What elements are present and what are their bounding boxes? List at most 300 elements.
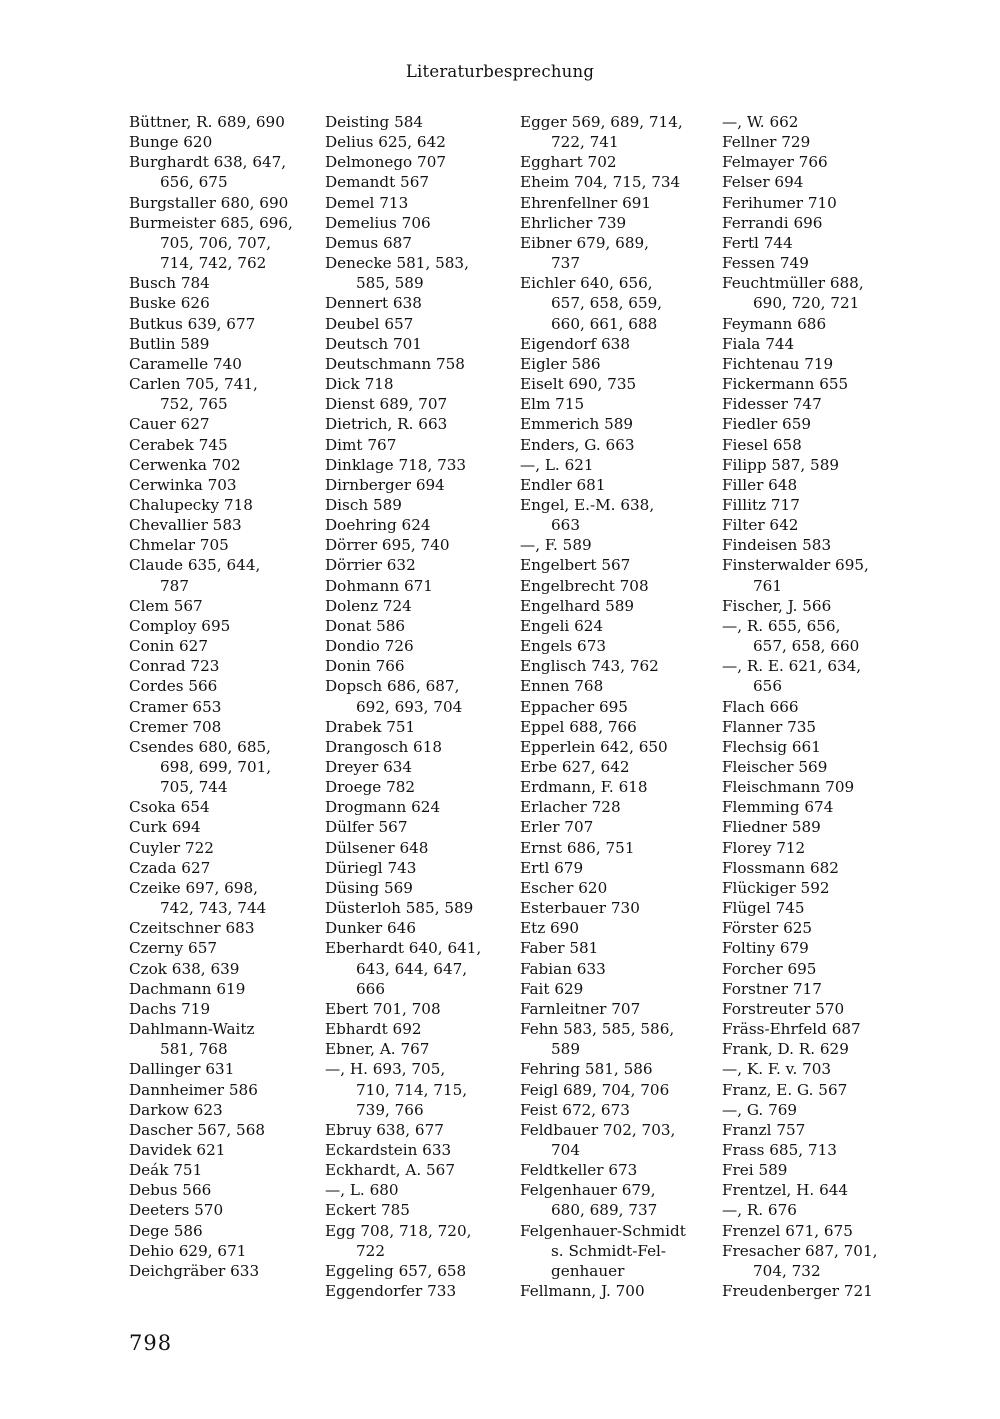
- index-entry: [520, 757, 720, 777]
- index-entry-text: Foltiny 679: [722, 939, 809, 958]
- index-entry: [520, 959, 720, 979]
- index-entry-text: Dannheimer 586: [129, 1080, 258, 1099]
- index-entry-text: Frenzel 671, 675: [722, 1221, 853, 1240]
- index-entry-text: Conrad 723: [129, 657, 220, 676]
- index-entry-text: Erbe 627, 642: [520, 758, 630, 776]
- index-column-1: [129, 112, 329, 1281]
- index-entry: [520, 374, 720, 394]
- index-entry-continuation: 657, 658, 660: [753, 637, 860, 656]
- index-entry-text: Cauer 627: [129, 415, 210, 434]
- index-entry: [722, 898, 922, 918]
- index-entry-text: Csendes 680, 685,: [129, 737, 271, 756]
- index-entry: [325, 293, 525, 313]
- index-entry-text: Filipp 587, 589: [722, 455, 840, 474]
- index-entry-text: Dege 586: [129, 1221, 203, 1240]
- index-entry: [129, 132, 329, 152]
- index-entry-text: Csoka 654: [129, 798, 210, 817]
- index-entry-text: Egg 708, 718, 720,: [325, 1221, 472, 1240]
- index-entry: [722, 1180, 922, 1200]
- index-entry-text: Davidek 621: [129, 1140, 226, 1159]
- index-entry: [722, 1019, 922, 1039]
- index-entry-text: Elm 715: [520, 395, 585, 414]
- index-entry: [520, 797, 720, 817]
- index-entry-text: Fichtenau 719: [722, 354, 834, 373]
- index-entry: [129, 515, 329, 535]
- index-entry: [520, 676, 720, 696]
- index-entry: [325, 475, 525, 495]
- index-entry: [129, 636, 329, 656]
- index-entry-text: Dolenz 724: [325, 596, 412, 615]
- index-entry-text: Ennen 768: [520, 677, 604, 696]
- index-entry: [325, 495, 525, 515]
- index-entry-text: Finsterwalder 695,: [722, 556, 869, 575]
- index-entry-text: Deisting 584: [325, 113, 424, 131]
- index-entry-text: Düriegl 743: [325, 858, 417, 877]
- index-entry-text: Dirnberger 694: [325, 475, 445, 494]
- index-entry: [129, 596, 329, 616]
- index-entry: [520, 636, 720, 656]
- index-entry-text: Flach 666: [722, 697, 799, 716]
- index-entry-text: Düsing 569: [325, 878, 413, 897]
- index-entry: [722, 656, 922, 696]
- index-entry: [722, 918, 922, 938]
- index-entry-text: Ernst 686, 751: [520, 838, 635, 857]
- index-entry: [520, 878, 720, 898]
- index-entry-text: Frank, D. R. 629: [722, 1040, 849, 1059]
- index-entry-continuation: 722, 741: [551, 133, 619, 152]
- index-entry: [722, 717, 922, 737]
- index-entry: [722, 1120, 922, 1140]
- index-entry: [722, 1100, 922, 1120]
- index-entry: [520, 1100, 720, 1120]
- index-entry: [722, 777, 922, 797]
- index-entry-text: Butkus 639, 677: [129, 314, 256, 333]
- index-entry: [520, 777, 720, 797]
- index-entry-text: Fiala 744: [722, 334, 795, 353]
- index-entry: [325, 777, 525, 797]
- index-entry-text: Eigendorf 638: [520, 334, 630, 353]
- index-entry: [520, 334, 720, 354]
- index-entry-text: Cerabek 745: [129, 435, 228, 454]
- index-entry-text: Dehio 629, 671: [129, 1241, 247, 1260]
- index-entry: [722, 878, 922, 898]
- index-entry-text: Eckardstein 633: [325, 1140, 452, 1159]
- index-entry: [520, 193, 720, 213]
- index-entry: [129, 656, 329, 676]
- index-entry-text: Deichgräber 633: [129, 1261, 260, 1280]
- index-entry-text: Flechsig 661: [722, 737, 821, 756]
- index-entry-text: Debus 566: [129, 1181, 212, 1200]
- index-entry-continuation: 710, 714, 715,: [356, 1080, 468, 1099]
- index-entry: [520, 213, 720, 233]
- index-entry-text: Feldbauer 702, 703,: [520, 1120, 676, 1139]
- index-entry: [325, 757, 525, 777]
- index-entry-continuation: 656, 675: [160, 173, 228, 192]
- index-entry: [520, 495, 720, 535]
- index-entry-text: Felser 694: [722, 173, 804, 192]
- index-entry-text: Feist 672, 673: [520, 1100, 630, 1119]
- index-entry-text: Eggendorfer 733: [325, 1282, 457, 1301]
- index-entry: [520, 596, 720, 616]
- index-entry: [129, 959, 329, 979]
- index-entry-text: Drogmann 624: [325, 798, 441, 817]
- index-entry-continuation: 787: [160, 576, 189, 595]
- index-entry: [520, 435, 720, 455]
- index-entry: [325, 918, 525, 938]
- index-entry-text: Deubel 657: [325, 314, 414, 333]
- index-entry-text: Clem 567: [129, 596, 203, 615]
- index-entry-text: Dinklage 718, 733: [325, 455, 467, 474]
- index-entry-text: —, W. 662: [722, 113, 799, 131]
- index-entry: [325, 576, 525, 596]
- index-entry: [520, 1019, 720, 1059]
- index-entry-text: Buske 626: [129, 294, 210, 313]
- index-entry: [325, 676, 525, 716]
- index-entry-text: Dachmann 619: [129, 979, 246, 998]
- index-entry: [520, 697, 720, 717]
- index-entry-text: Eheim 704, 715, 734: [520, 173, 681, 192]
- index-entry: [325, 334, 525, 354]
- index-entry-continuation: 698, 699, 701,: [160, 758, 272, 776]
- index-entry: [520, 898, 720, 918]
- index-entry-text: Cuyler 722: [129, 838, 214, 857]
- index-entry: [520, 273, 720, 333]
- index-entry-text: Florey 712: [722, 838, 806, 857]
- index-entry: [722, 1080, 922, 1100]
- index-entry: [722, 1160, 922, 1180]
- index-entry-text: Faber 581: [520, 939, 599, 958]
- index-entry: [722, 1221, 922, 1241]
- index-entry: [325, 374, 525, 394]
- index-entry: [520, 152, 720, 172]
- index-entry-text: Fleischer 569: [722, 758, 828, 776]
- index-entry: [722, 495, 922, 515]
- index-entry: [129, 152, 329, 192]
- index-entry-text: Demel 713: [325, 193, 409, 212]
- index-entry-text: Fiedler 659: [722, 415, 812, 434]
- index-entry-text: Ertl 679: [520, 858, 584, 877]
- index-entry-text: Erler 707: [520, 818, 594, 837]
- index-entry-text: Czerny 657: [129, 939, 218, 958]
- index-entry: [722, 455, 922, 475]
- index-entry-text: Feuchtmüller 688,: [722, 274, 864, 293]
- index-entry-text: Flückiger 592: [722, 878, 830, 897]
- index-entry: [520, 999, 720, 1019]
- index-entry: [520, 979, 720, 999]
- index-entry: [325, 1059, 525, 1119]
- index-entry-text: Flügel 745: [722, 899, 805, 918]
- index-entry: [520, 938, 720, 958]
- index-entry-text: —, K. F. v. 703: [722, 1060, 832, 1079]
- index-entry-text: Burgstaller 680, 690: [129, 193, 289, 212]
- index-entry-text: Delmonego 707: [325, 153, 447, 172]
- index-entry-continuation: 663: [551, 516, 580, 535]
- index-entry: [325, 717, 525, 737]
- index-entry-text: Fischer, J. 566: [722, 596, 832, 615]
- index-entry-text: —, L. 621: [520, 455, 594, 474]
- index-entry-text: Eigler 586: [520, 354, 601, 373]
- index-entry-continuation: 722: [356, 1241, 385, 1260]
- index-entry-text: Drangosch 618: [325, 737, 443, 756]
- index-entry-text: Czeitschner 683: [129, 919, 255, 938]
- index-entry: [325, 656, 525, 676]
- index-entry: [520, 918, 720, 938]
- index-entry: [129, 1080, 329, 1100]
- index-entry: [129, 817, 329, 837]
- index-entry: [325, 555, 525, 575]
- index-entry: [129, 616, 329, 636]
- index-entry: [129, 1140, 329, 1160]
- index-entry-text: Demus 687: [325, 233, 412, 252]
- index-entry-text: Felgenhauer-Schmidt: [520, 1221, 686, 1240]
- index-entry: [129, 374, 329, 414]
- index-entry-text: Caramelle 740: [129, 354, 242, 373]
- index-entry-text: Burmeister 685, 696,: [129, 213, 293, 232]
- index-entry: [722, 152, 922, 172]
- index-entry: [129, 314, 329, 334]
- index-entry-text: Butlin 589: [129, 334, 210, 353]
- index-entry-text: Feldtkeller 673: [520, 1161, 638, 1180]
- index-entry-text: Freudenberger 721: [722, 1282, 873, 1301]
- index-entry: [722, 697, 922, 717]
- index-entry-text: Dörrier 632: [325, 556, 416, 575]
- index-entry-text: Demelius 706: [325, 213, 431, 232]
- index-entry: [722, 314, 922, 334]
- index-entry: [129, 455, 329, 475]
- index-entry: [722, 213, 922, 233]
- index-entry-text: Ehrlicher 739: [520, 213, 627, 232]
- index-entry: [129, 112, 329, 132]
- index-entry-text: Dondio 726: [325, 637, 414, 656]
- index-entry-text: Fliedner 589: [722, 818, 821, 837]
- index-entry: [129, 858, 329, 878]
- index-entry: [129, 1100, 329, 1120]
- index-entry-text: Delius 625, 642: [325, 133, 446, 152]
- index-entry: [520, 656, 720, 676]
- index-entry-continuation: 660, 661, 688: [551, 314, 658, 333]
- index-entry: [325, 1261, 525, 1281]
- index-entry: [325, 233, 525, 253]
- index-entry-continuation: 704, 732: [753, 1261, 821, 1280]
- index-entry-text: —, L. 680: [325, 1181, 399, 1200]
- index-entry: [325, 1039, 525, 1059]
- index-entry-text: Esterbauer 730: [520, 899, 640, 918]
- index-entry-text: Fresacher 687, 701,: [722, 1241, 878, 1260]
- index-entry-text: Flossmann 682: [722, 858, 839, 877]
- index-entry-text: Filter 642: [722, 516, 799, 535]
- index-entry: [520, 1160, 720, 1180]
- index-entry: [325, 213, 525, 233]
- index-entry-text: Epperlein 642, 650: [520, 737, 668, 756]
- index-entry-text: Ebner, A. 767: [325, 1040, 430, 1059]
- index-entry-text: Frass 685, 713: [722, 1140, 837, 1159]
- index-entry-text: Frei 589: [722, 1161, 788, 1180]
- index-entry: [520, 233, 720, 273]
- index-entry-text: Dienst 689, 707: [325, 395, 448, 414]
- index-entry: [129, 1200, 329, 1220]
- index-entry: [520, 172, 720, 192]
- index-entry: [129, 1180, 329, 1200]
- index-entry: [325, 435, 525, 455]
- index-entry: [129, 878, 329, 918]
- index-entry-continuation: 714, 742, 762: [160, 254, 267, 273]
- index-entry: [722, 273, 922, 313]
- index-entry: [325, 616, 525, 636]
- index-entry-text: Dennert 638: [325, 294, 422, 313]
- index-entry: [129, 979, 329, 999]
- index-entry-text: Escher 620: [520, 878, 608, 897]
- index-entry-text: Englisch 743, 762: [520, 657, 659, 676]
- index-entry: [722, 555, 922, 595]
- index-entry: [520, 1221, 720, 1281]
- index-entry-text: Feigl 689, 704, 706: [520, 1080, 670, 1099]
- index-entry: [325, 112, 525, 132]
- index-entry-continuation: genhauer: [551, 1261, 625, 1280]
- index-entry-text: Förster 625: [722, 919, 813, 938]
- index-entry: [722, 1241, 922, 1281]
- index-entry: [129, 938, 329, 958]
- index-entry-text: Claude 635, 644,: [129, 556, 261, 575]
- index-entry: [129, 1059, 329, 1079]
- index-column-3: [520, 112, 720, 1301]
- index-entry: [722, 1281, 922, 1301]
- index-entry-text: —, H. 693, 705,: [325, 1060, 446, 1079]
- index-entry: [129, 273, 329, 293]
- index-entry-text: Bunge 620: [129, 133, 213, 152]
- index-entry-text: Fehn 583, 585, 586,: [520, 1020, 675, 1039]
- index-entry: [325, 938, 525, 998]
- index-entry-text: Conin 627: [129, 637, 209, 656]
- index-entry-text: Fillitz 717: [722, 495, 800, 514]
- index-entry-text: Egger 569, 689, 714,: [520, 113, 683, 131]
- index-entry: [722, 475, 922, 495]
- index-entry-text: Enders, G. 663: [520, 435, 635, 454]
- index-entry-text: Czeike 697, 698,: [129, 878, 258, 897]
- index-entry-text: Dahlmann-Waitz: [129, 1020, 255, 1039]
- index-entry: [722, 757, 922, 777]
- index-entry-text: Engelhard 589: [520, 596, 635, 615]
- index-entry: [722, 1059, 922, 1079]
- index-entry-text: Dülfer 567: [325, 818, 408, 837]
- index-entry: [520, 1059, 720, 1079]
- index-entry-text: Emmerich 589: [520, 415, 634, 434]
- index-entry-continuation: 761: [753, 576, 782, 595]
- index-entry: [722, 797, 922, 817]
- index-entry-text: Fehring 581, 586: [520, 1060, 653, 1079]
- index-entry-text: Cordes 566: [129, 677, 218, 696]
- index-entry: [325, 354, 525, 374]
- index-entry: [129, 495, 329, 515]
- index-entry-continuation: 666: [356, 979, 385, 998]
- index-entry: [520, 616, 720, 636]
- index-entry: [520, 858, 720, 878]
- index-entry: [520, 535, 720, 555]
- index-entry: [520, 394, 720, 414]
- index-entry: [722, 112, 922, 132]
- index-entry-text: Fellner 729: [722, 133, 811, 152]
- index-entry-text: Dachs 719: [129, 999, 211, 1018]
- index-entry-text: Eppel 688, 766: [520, 717, 637, 736]
- index-entry: [520, 354, 720, 374]
- index-entry-text: Franzl 757: [722, 1120, 806, 1139]
- index-entry: [325, 838, 525, 858]
- index-entry: [325, 999, 525, 1019]
- index-entry-text: Cerwinka 703: [129, 475, 237, 494]
- index-entry-text: Felmayer 766: [722, 153, 828, 172]
- page-number: 798: [129, 1331, 173, 1355]
- index-entry: [520, 576, 720, 596]
- index-entry: [325, 737, 525, 757]
- index-entry: [325, 878, 525, 898]
- index-entry-text: —, F. 589: [520, 536, 592, 555]
- index-entry: [325, 253, 525, 293]
- index-entry-text: Filler 648: [722, 475, 798, 494]
- index-entry-continuation: 705, 706, 707,: [160, 233, 272, 252]
- index-entry-text: Czada 627: [129, 858, 211, 877]
- index-entry-text: Doehring 624: [325, 516, 431, 535]
- index-entry: [325, 858, 525, 878]
- index-entry-text: Eichler 640, 656,: [520, 274, 653, 293]
- index-entry-text: Czok 638, 639: [129, 959, 240, 978]
- index-entry-text: —, R. E. 621, 634,: [722, 657, 862, 676]
- index-entry-text: Ebruy 638, 677: [325, 1120, 444, 1139]
- index-entry: [325, 797, 525, 817]
- index-entry-text: Curk 694: [129, 818, 201, 837]
- index-entry-text: Fait 629: [520, 979, 584, 998]
- index-entry: [129, 676, 329, 696]
- index-entry-text: Etz 690: [520, 919, 580, 938]
- index-entry: [520, 475, 720, 495]
- index-entry-continuation: 739, 766: [356, 1100, 424, 1119]
- index-entry-text: Fräss‑Ehrfeld 687: [722, 1020, 861, 1039]
- index-entry: [722, 979, 922, 999]
- index-entry-continuation: 737: [551, 254, 580, 273]
- index-entry-text: Ferihumer 710: [722, 193, 837, 212]
- index-entry-text: Dörrer 695, 740: [325, 536, 450, 555]
- index-entry-text: Dietrich, R. 663: [325, 415, 448, 434]
- index-entry: [325, 1180, 525, 1200]
- index-entry: [520, 838, 720, 858]
- index-entry: [325, 314, 525, 334]
- index-entry-text: Fidesser 747: [722, 395, 822, 414]
- index-entry: [722, 535, 922, 555]
- index-entry-text: Findeisen 583: [722, 536, 832, 555]
- index-entry: [722, 1039, 922, 1059]
- index-entry-text: Fabian 633: [520, 959, 606, 978]
- index-entry: [520, 555, 720, 575]
- index-entry-text: Endler 681: [520, 475, 606, 494]
- index-entry-text: Eibner 679, 689,: [520, 233, 649, 252]
- index-entry-text: Chevallier 583: [129, 516, 242, 535]
- index-entry: [722, 253, 922, 273]
- index-entry: [325, 1281, 525, 1301]
- index-entry-continuation: 704: [551, 1140, 580, 1159]
- index-entry: [129, 414, 329, 434]
- index-entry: [325, 455, 525, 475]
- index-entry: [129, 293, 329, 313]
- index-entry: [129, 797, 329, 817]
- index-entry-continuation: 752, 765: [160, 395, 228, 414]
- index-column-4: [722, 112, 922, 1301]
- index-entry-text: Fiesel 658: [722, 435, 802, 454]
- index-entry: [722, 999, 922, 1019]
- index-entry: [722, 1200, 922, 1220]
- index-entry-text: Ferrandi 696: [722, 213, 823, 232]
- index-entry-text: Comploy 695: [129, 616, 231, 635]
- index-entry: [129, 435, 329, 455]
- index-entry-text: Eggeling 657, 658: [325, 1261, 467, 1280]
- index-entry-text: Frentzel, H. 644: [722, 1181, 849, 1200]
